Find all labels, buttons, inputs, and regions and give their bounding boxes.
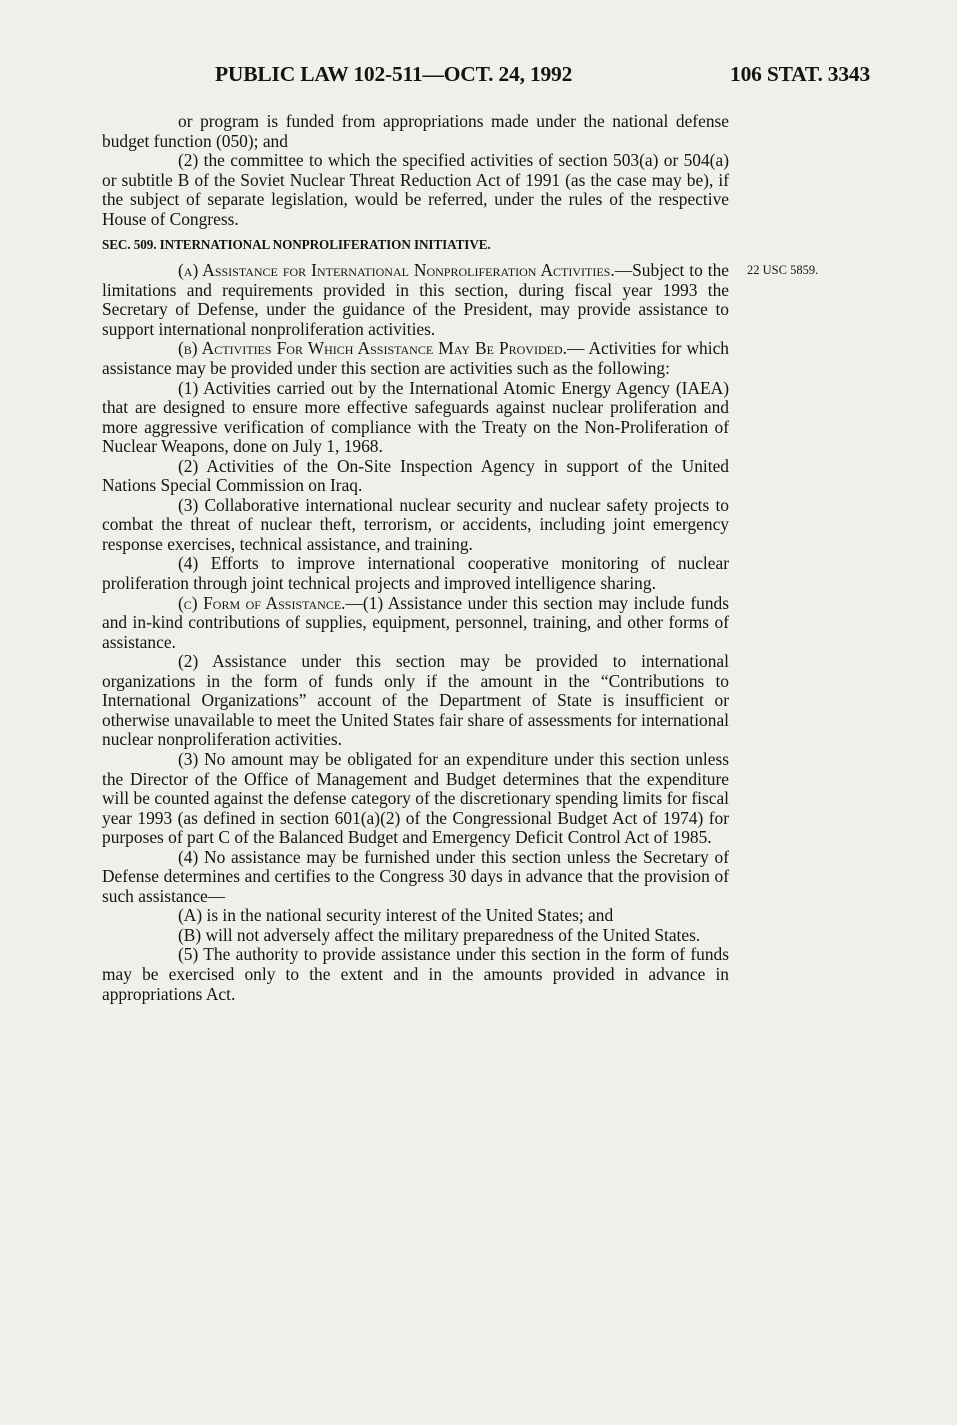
- paragraph-c4-a: (A) is in the national security interest of the United States; and: [178, 905, 614, 926]
- paragraph-c1: (1) Assistance under this section may include funds and in-kind contributions of supplies, equipment, personnel, training, and other forms of assistance.: [102, 592, 730, 652]
- paragraph-b4: (4) Efforts to improve international cooperative monitoring of nuclear proliferation through joint technical projects and improved intelligence sharing.: [102, 553, 729, 594]
- paragraph-c4-b: (B) will not adversely affect the military preparedness of the United States.: [178, 924, 701, 945]
- subsection-a: [102, 261, 729, 339]
- paragraph-b3: (3) Collaborative international nuclear security and nuclear safety projects to combat the threat of nuclear theft, terrorism, or accidents, including joint emergency response exercises, technical assistance, and training.: [102, 494, 729, 554]
- paragraph-continuation: or program is funded from appropriations made under the national defense budget function (050); and: [102, 111, 729, 151]
- subsection-b: [102, 339, 729, 378]
- subsection-c: [102, 594, 729, 653]
- paragraph-c5: (5) The authority to provide assistance under this section in the form of funds may be exercised only to the extent and in the amounts provided in advance in appropriations Act.: [102, 944, 729, 1004]
- law-citation: PUBLIC LAW 102-511—OCT. 24, 1992: [215, 62, 573, 86]
- subsection-a-heading: (a) Assistance for International Nonproliferation Activities.—: [178, 260, 633, 281]
- paragraph-b2: (2) Activities of the On-Site Inspection Agency in support of the United Nations Special Commission on Iraq.: [102, 455, 729, 496]
- subsection-b-heading: (b) Activities For Which Assistance May Be Provided.—: [178, 338, 585, 359]
- stat-page-number: 106 STAT. 3343: [730, 62, 870, 86]
- subsection-b-text: Activities for which assistance may be provided under this section are activities such as the following:: [102, 338, 729, 379]
- section-heading: SEC. 509. INTERNATIONAL NONPROLIFERATION INITIATIVE.: [102, 237, 491, 253]
- subsection-a-text: Subject to the limitations and requirements provided in this section, during fiscal year 1993 the Secretary of Defense, under the guidance of the President, may provide assistance to support international nonproliferation activities.: [102, 260, 729, 339]
- paragraph-c4: (4) No assistance may be furnished under this section unless the Secretary of Defense determines and certifies to the Congress 30 days in advance that the provision of such assistance—: [102, 846, 729, 906]
- paragraph-b1: (1) Activities carried out by the International Atomic Energy Agency (IAEA) that are designed to ensure more effective safeguards against nuclear proliferation and more aggressive verification of compliance with the Treaty on the Non-Proliferation of Nuclear Weapons, done on July 1, 1968.: [102, 377, 729, 457]
- usc-margin-note: 22 USC 5859.: [747, 263, 819, 277]
- page-header: [100, 60, 870, 96]
- subsection-c-heading: (c) Form of Assistance.—: [178, 592, 363, 613]
- paragraph-c2: (2) Assistance under this section may be provided to international organizations in the form of funds only if the amount in the “Contributions to International Organizations” account of the Department of State is insufficient or otherwise unavailable to meet the United States fair share of assessments for international nuclear nonproliferation activities.: [102, 651, 729, 750]
- document-body: [102, 112, 729, 1004]
- paragraph-c3: (3) No amount may be obligated for an expenditure under this section unless the Director of the Office of Management and Budget determines that the expenditure will be counted against the defense category of the discretionary spending limits for fiscal year 1993 (as defined in section 601(a)(2) of the Congressional Budget Act of 1974) for purposes of part C of the Balanced Budget and Emergency Deficit Control Act of 1985.: [102, 748, 729, 848]
- paragraph-committee: (2) the committee to which the specified activities of section 503(a) or 504(a) or subtitle B of the Soviet Nuclear Threat Reduction Act of 1991 (as the case may be), if the subject of separate legislation, would be referred, under the rules of the respective House of Congress.: [102, 150, 729, 229]
